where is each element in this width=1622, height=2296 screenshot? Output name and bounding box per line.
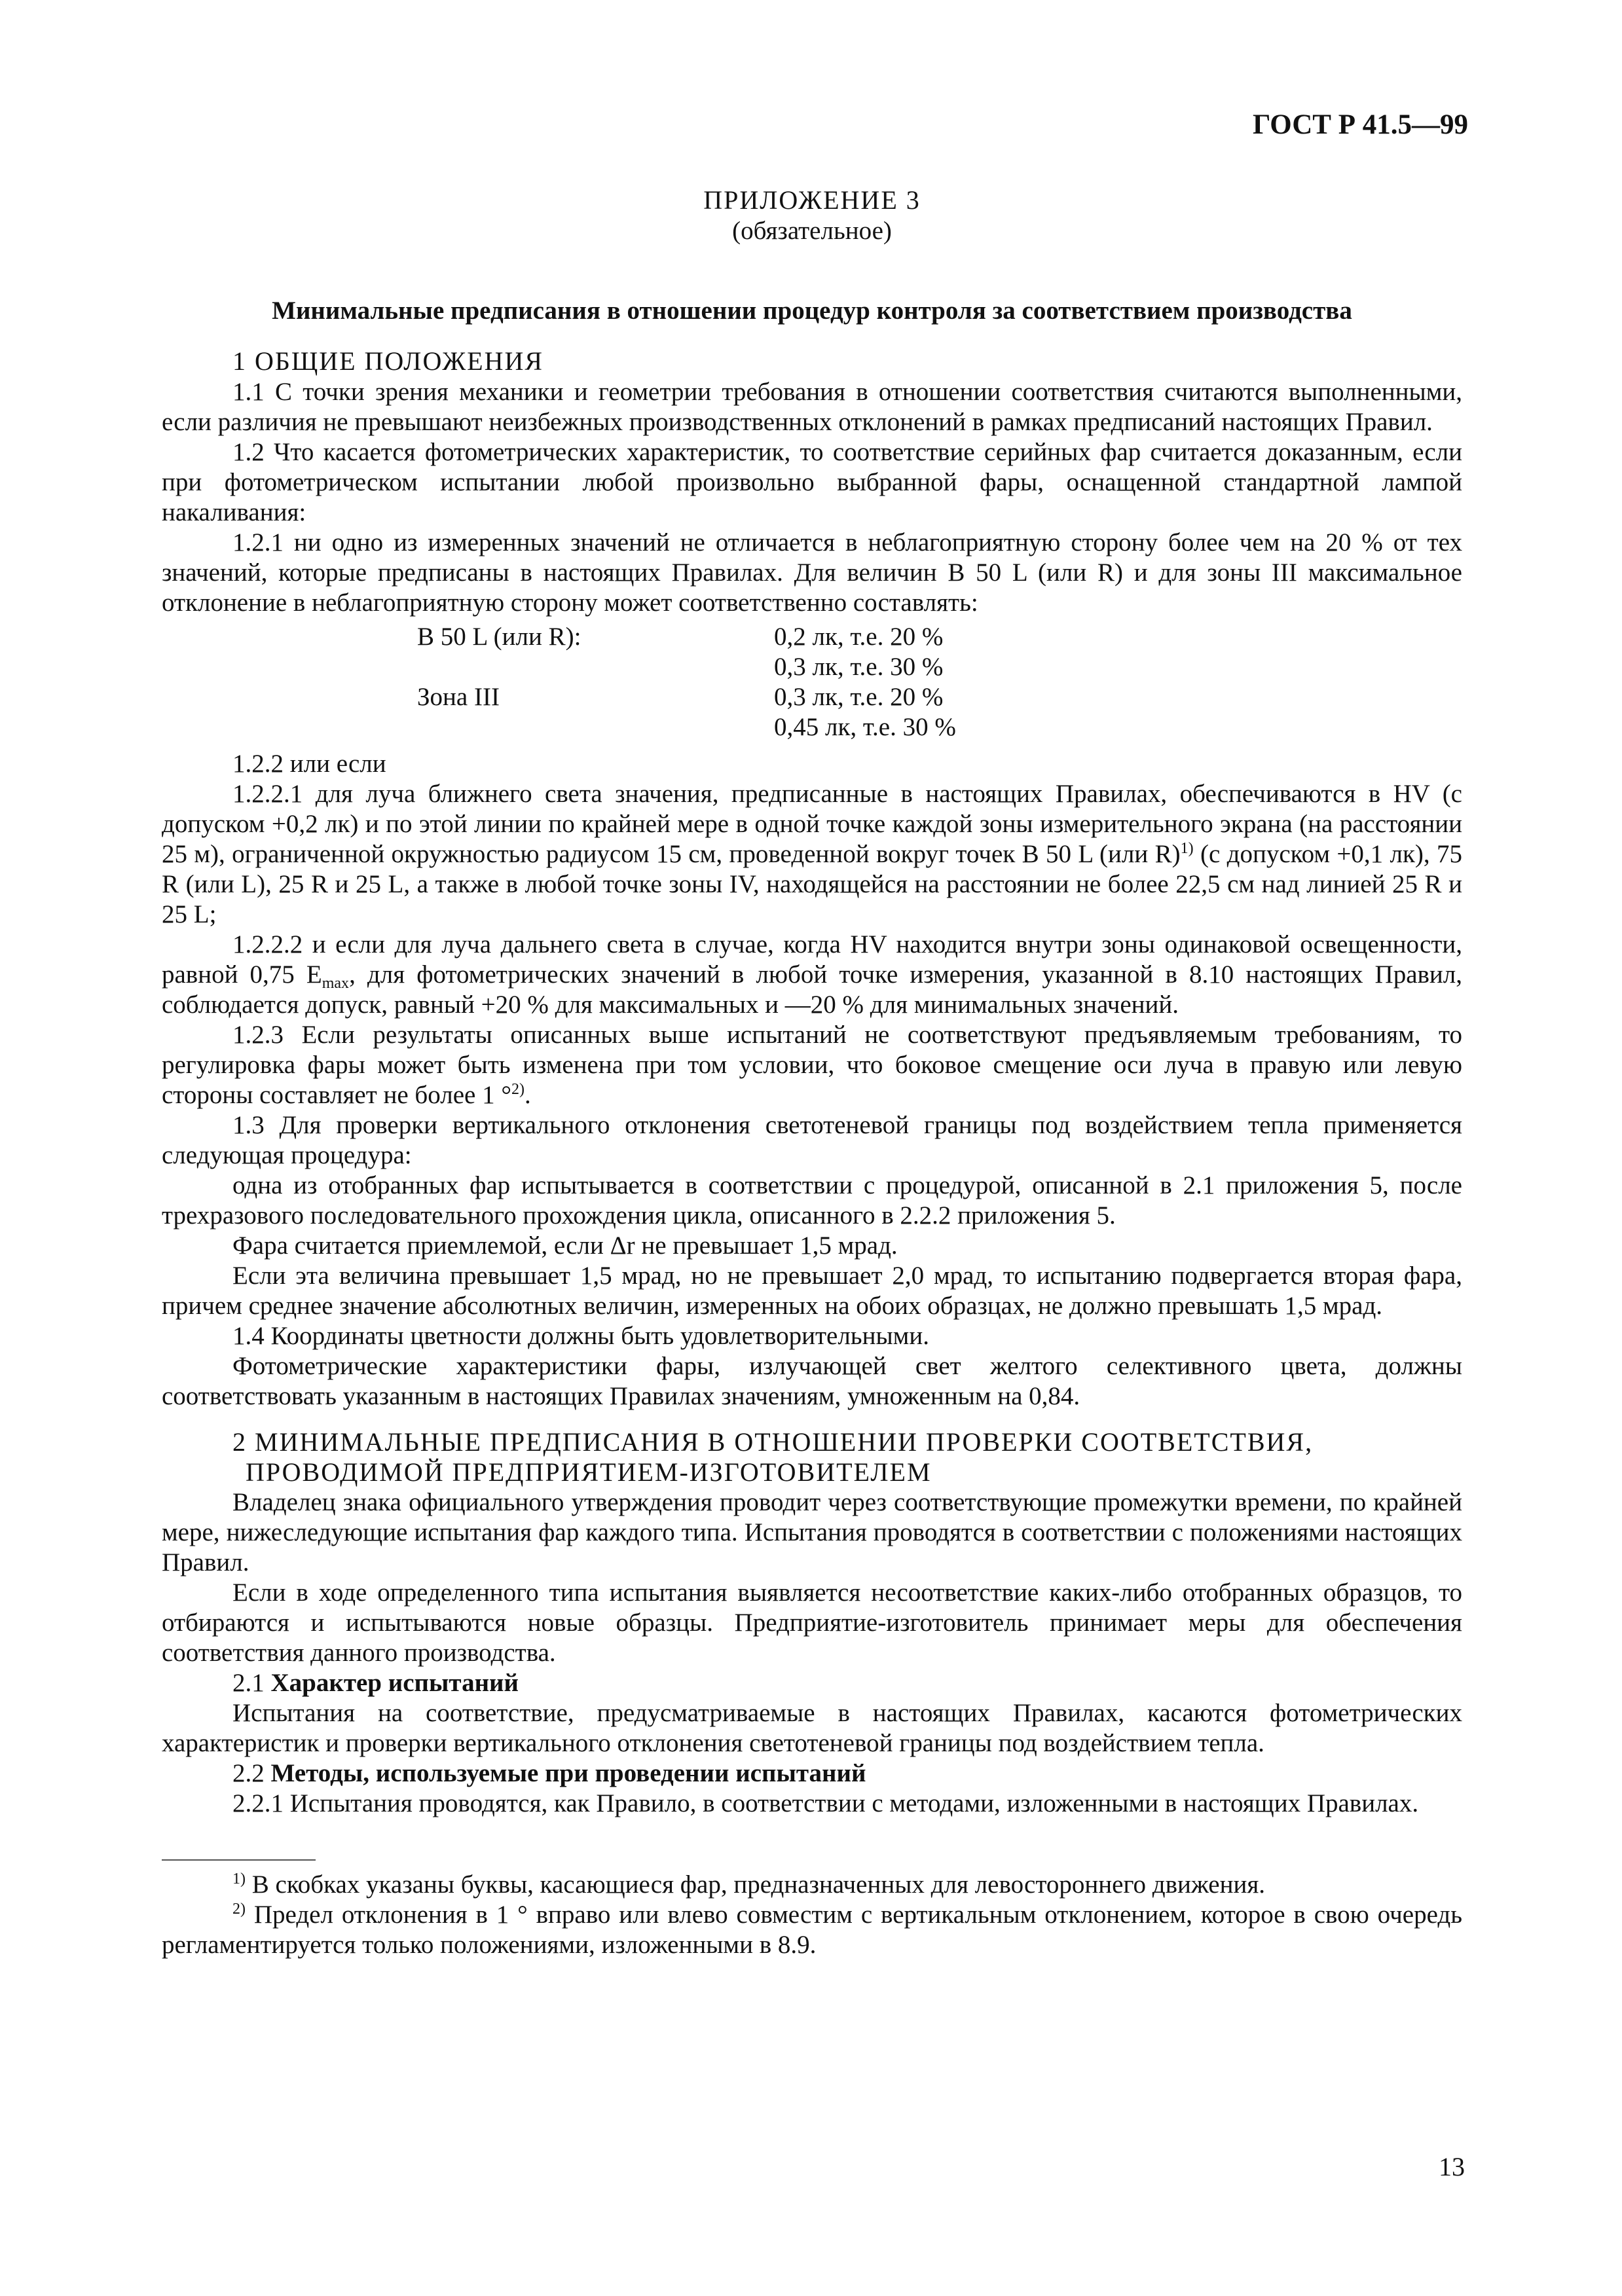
paragraph-1-3-b: Фара считается приемлемой, если Δr не превышает 1,5 мрад. <box>232 1231 898 1260</box>
section-1-heading: 1 ОБЩИЕ ПОЛОЖЕНИЯ <box>232 346 544 376</box>
section-2-heading-line-1: 2 МИНИМАЛЬНЫЕ ПРЕДПИСАНИЯ В ОТНОШЕНИИ ПРОВЕРКИ СООТВЕТСТВИЯ, <box>232 1427 1314 1457</box>
emax-subscript: max <box>322 975 350 992</box>
paragraph-1-4-b: Фотометрические характеристики фары, излучающей свет желтого селективного цвета, должны соответствовать указанным в настоящих Правилах значениям, умноженным на 0,84. <box>162 1352 1462 1410</box>
paragraph-1-2-2: 1.2.2 или если <box>232 750 386 778</box>
table-row <box>417 622 956 652</box>
paragraph-2-a: Владелец знака официального утверждения проводит через соответствующие промежутки времени, по крайней мере, нижеследующие испытания фар каждого типа. Испытания проводятся в соответствии с положениями настоящих Правил. <box>162 1488 1462 1576</box>
table-cell-value: 0,45 лк, т.е. 30 % <box>774 713 956 741</box>
section-2-heading-line-2: ПРОВОДИМОЙ ПРЕДПРИЯТИЕМ-ИЗГОТОВИТЕЛЕМ <box>246 1457 932 1487</box>
subsection-2-1-heading <box>162 1668 1462 1698</box>
document-id-header: ГОСТ Р 41.5—99 <box>1252 109 1468 140</box>
table-cell-label: Зона III <box>417 683 500 711</box>
footnote-1 <box>162 1870 1462 1900</box>
table-cell-value: 0,2 лк, т.е. 20 % <box>774 623 944 651</box>
subsection-2-1-title: Характер испытаний <box>270 1669 519 1697</box>
subsection-2-2-title: Методы, используемые при проведении испытаний <box>270 1759 866 1787</box>
footnote-divider <box>162 1859 316 1861</box>
table-row <box>417 712 956 742</box>
table-cell-value: 0,3 лк, т.е. 20 % <box>774 683 944 711</box>
paragraph-1-3-a: одна из отобранных фар испытывается в соответствии с процедурой, описанной в 2.1 приложения 5, после трехразового последовательного прохождения цикла, описанного в 2.2.2 приложения 5. <box>162 1171 1462 1230</box>
document-title: Минимальные предписания в отношении процедур контроля за соответствием производства <box>272 297 1352 325</box>
footnote-text-2: Предел отклонения в 1 ° вправо или влево совместим с вертикальным отклонением, которое в свою очередь регламентируется только положениями, изложенными в 8.9. <box>162 1901 1462 1959</box>
subsection-2-2-heading <box>162 1758 1462 1789</box>
deviation-table <box>417 622 956 742</box>
paragraph-2-1: Испытания на соответствие, предусматриваемые в настоящих Правилах, касаются фотометрических характеристик и проверки вертикального отклонения светотеневой границы под воздействием тепла. <box>162 1699 1462 1757</box>
paragraph-1-2-2-2-part-a: 1.2.2.2 и если для луча дальнего света в случае, когда HV находится внутри зоны одинаковой освещенности, равной 0,75 E <box>162 930 1462 989</box>
table-row <box>417 682 956 712</box>
appendix-title: ПРИЛОЖЕНИЕ 3 <box>703 185 921 215</box>
paragraph-1-2-2-2-part-b: , для фотометрических значений в любой точке измерения, указанной в 8.10 настоящих Правил, соблюдается допуск, равный +20 % для максимальных и —20 % для минимальных значений. <box>162 960 1463 1019</box>
subsection-2-1-number: 2.1 <box>232 1669 271 1697</box>
paragraph-1-2: 1.2 Что касается фотометрических характеристик, то соответствие серийных фар считается доказанным, если при фотометрическом испытании любой произвольно выбранной фары, оснащенной стандартной лампой накаливания: <box>162 438 1462 526</box>
paragraph-1-2-3-part-a: 1.2.3 Если результаты описанных выше испытаний не соответствуют предъявляемым требованиям, то регулировка фары может быть изменена при том условии, что боковое смещение оси луча в правую или левую стороны составляет не более 1 ° <box>162 1021 1462 1109</box>
paragraph-1-2-1: 1.2.1 ни одно из измеренных значений не отличается в неблагоприятную сторону более чем на 20 % от тех значений, которые предписаны в настоящих Правилах. Для величин B 50 L (или R) и для зоны III максимальное отклонение в неблагоприятную сторону может соответственно составлять: <box>162 528 1462 617</box>
paragraph-1-2-2-1-part-b: (с допуском +0,1 лк), 75 R (или L), 25 R и 25 L, а также в любой точке зоны IV, находящейся на расстоянии не более 22,5 см над линией 25 R и 25 L; <box>162 840 1462 928</box>
paragraph-1-2-2-1 <box>162 779 1462 930</box>
table-row <box>417 652 956 682</box>
paragraph-1-4: 1.4 Координаты цветности должны быть удовлетворительными. <box>232 1322 929 1350</box>
paragraph-1-1: 1.1 С точки зрения механики и геометрии требования в отношении соответствия считаются выполненными, если различия не превышают неизбежных производственных отклонений в рамках предписаний настоящих Правил. <box>162 378 1462 436</box>
page-content <box>162 185 1462 1960</box>
table-cell-value: 0,3 лк, т.е. 30 % <box>774 653 944 681</box>
subsection-2-2-number: 2.2 <box>232 1759 271 1787</box>
footnote-ref-2: 2) <box>511 1081 525 1098</box>
paragraph-1-3-c: Если эта величина превышает 1,5 мрад, но не превышает 2,0 мрад, то испытанию подвергается вторая фара, причем среднее значение абсолютных величин, измеренных на обоих образцах, не должно превышать 1,5 мрад. <box>162 1262 1462 1320</box>
paragraph-2-b: Если в ходе определенного типа испытания выявляется несоответствие каких-либо отобранных образцов, то отбираются и испытываются новые образцы. Предприятие-изготовитель принимает меры для обеспечения соответствия данного производства. <box>162 1578 1462 1667</box>
table-cell-label: B 50 L (или R): <box>417 623 581 651</box>
paragraph-1-2-2-1-part-a: 1.2.2.1 для луча ближнего света значения, предписанные в настоящих Правилах, обеспечиваются в HV (с допуском +0,2 лк) и по этой линии по крайней мере в одной точке каждой зоны измерительного экрана (на расстоянии 25 м), ограниченной окружностью радиусом 15 см, проведенной вокруг точек B 50 L (или R) <box>162 780 1462 868</box>
paragraph-1-2-3-part-b: . <box>524 1081 531 1109</box>
footnote-text-1: В скобках указаны буквы, касающиеся фар, предназначенных для левостороннего движения. <box>246 1870 1266 1899</box>
section-2-heading <box>162 1427 1462 1487</box>
paragraph-1-2-2-2 <box>162 930 1462 1020</box>
footnote-mark-2: 2) <box>232 1901 246 1918</box>
paragraph-1-2-3 <box>162 1020 1462 1110</box>
footnote-ref-1: 1) <box>1180 840 1194 857</box>
footnote-mark-1: 1) <box>232 1870 246 1887</box>
table-cell-label <box>417 652 774 682</box>
paragraph-1-3: 1.3 Для проверки вертикального отклонения светотеневой границы под воздействием тепла применяется следующая процедура: <box>162 1111 1462 1169</box>
page-number: 13 <box>1439 2152 1465 2181</box>
paragraph-2-2-1: 2.2.1 Испытания проводятся, как Правило, в соответствии с методами, изложенными в настоящих Правилах. <box>232 1789 1419 1817</box>
appendix-subtitle: (обязательное) <box>732 217 892 245</box>
footnote-2 <box>162 1900 1462 1960</box>
table-cell-label <box>417 712 774 742</box>
